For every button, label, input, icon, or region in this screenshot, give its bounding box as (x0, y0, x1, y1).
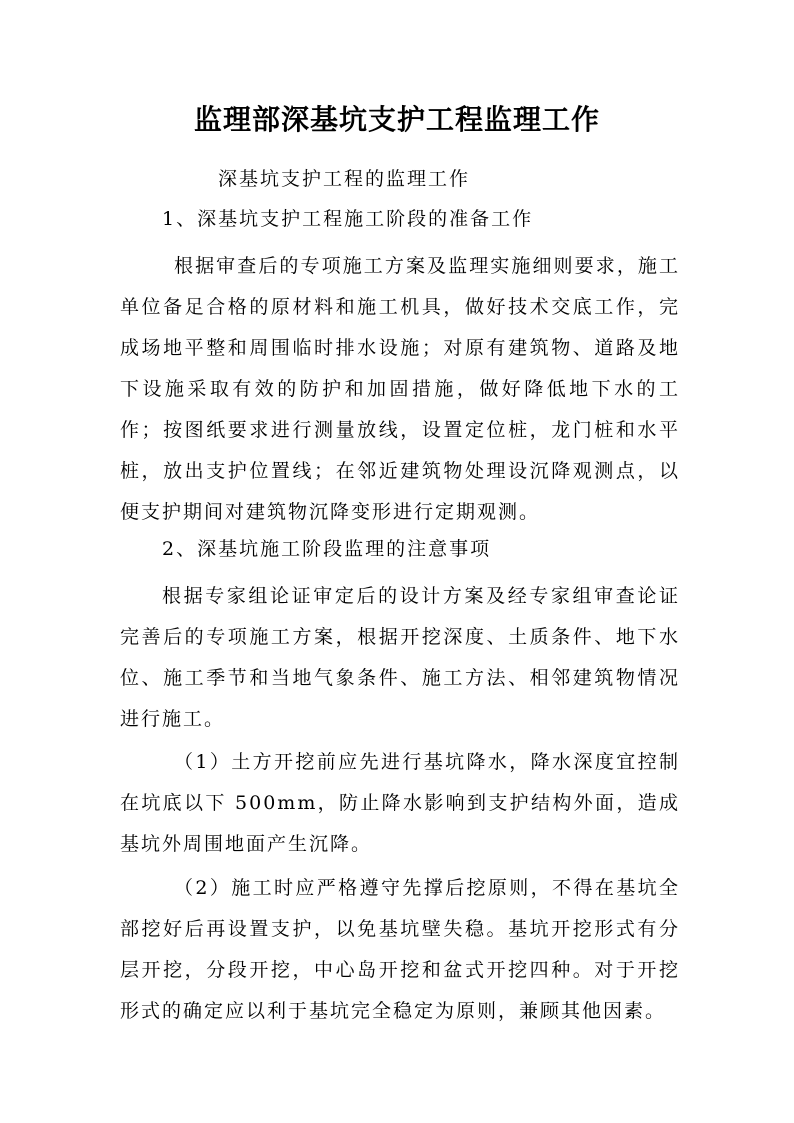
section2-heading: 2、深基坑施工阶段监理的注意事项 (162, 538, 492, 560)
document-title: 监理部深基坑支护工程监理工作 (193, 103, 600, 136)
section1-heading: 1、深基坑支护工程施工阶段的准备工作 (162, 208, 534, 230)
section2-paragraph: 根据专家组论证审定后的设计方案及经专家组审查论证完善后的专项施工方案，根据开挖深度、土质条件、地下水位、施工季节和当地气象条件、施工方法、相邻建筑物情况进行施工。 (120, 585, 680, 730)
section1-paragraph: 根据审查后的专项施工方案及监理实施细则要求，施工单位备足合格的原材料和施工机具，做好技术交底工作，完成场地平整和周围临时排水设施；对原有建筑物、道路及地下设施采取有效的防护和加固措施，做好降低地下水的工作；按图纸要求进行测量放线，设置定位桩，龙门桩和水平桩，放出支护位置线；在邻近建筑物处理设沉降观测点，以便支护期间对建筑物沉降变形进行定期观测。 (120, 255, 680, 523)
document-subtitle: 深基坑支护工程的监理工作 (218, 168, 471, 190)
section2-item-1: （1）土方开挖前应先进行基坑降水，降水深度宜控制在坑底以下 500mm，防止降水影响到支护结构外面，造成基坑外周围地面产生沉降。 (120, 751, 680, 855)
section2-item-2: （2）施工时应严格遵守先撑后挖原则，不得在基坑全部挖好后再设置支护，以免基坑壁失稳。基坑开挖形式有分层开挖，分段开挖，中心岛开挖和盆式开挖四种。对于开挖形式的确定应以利于基坑完全稳定为原则，兼顾其他因素。 (120, 877, 680, 1022)
